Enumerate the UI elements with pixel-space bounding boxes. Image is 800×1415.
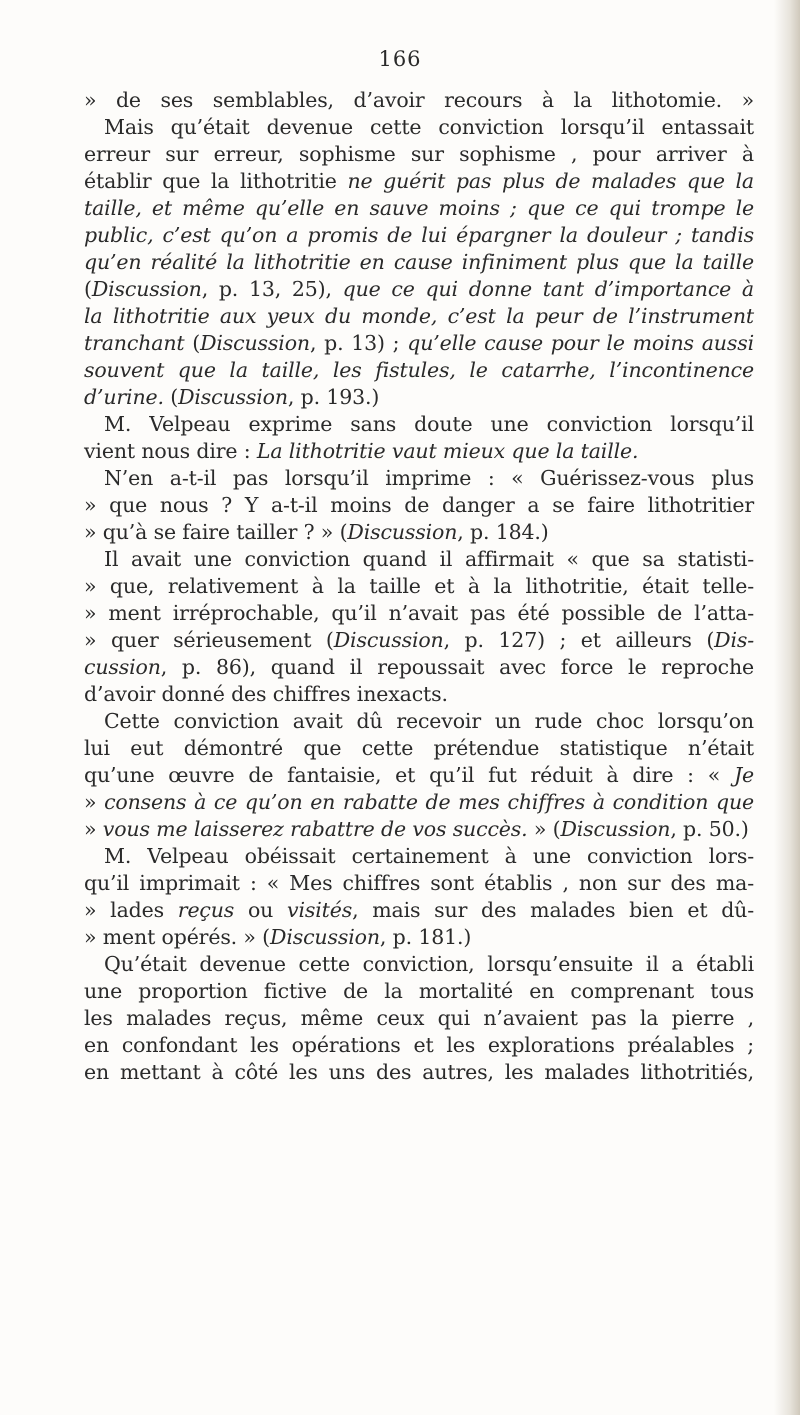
text-segment: » <box>84 790 105 814</box>
text-segment: Mais qu’était devenue cette conviction lorsqu’il entassait <box>104 115 754 139</box>
text-segment: , p. 193.) <box>287 385 380 409</box>
italic-text: Discussion <box>91 277 202 301</box>
italic-text: Dis- <box>714 628 755 652</box>
text-line <box>84 465 754 492</box>
text-segment: M. Velpeau exprime sans doute une conviction lorsqu’il <box>104 412 754 436</box>
text-line <box>84 924 754 951</box>
text-segment: qu’il imprimait : « Mes chiffres sont établis , non sur des ma- <box>84 871 754 895</box>
text-line <box>84 114 754 141</box>
text-segment: M. Velpeau obéissait certainement à une conviction lors- <box>104 844 754 868</box>
text-segment: établir que la lithotritie <box>84 169 348 193</box>
text-line <box>84 249 754 276</box>
text-segment: , p. 86), quand il repoussait avec force le reproche <box>160 655 754 679</box>
italic-text: Je <box>733 763 754 787</box>
text-line <box>84 222 754 249</box>
text-line <box>84 519 754 546</box>
italic-text: Discussion <box>347 520 458 544</box>
text-line <box>84 681 754 708</box>
text-segment: , p. 184.) <box>457 520 549 544</box>
text-segment: N’en a-t-il pas lorsqu’il imprime : « Guérissez-vous plus <box>104 466 754 490</box>
italic-text: Discussion <box>270 925 380 949</box>
text-segment: en mettant à côté les uns des autres, les malades lithotritiés, <box>84 1060 754 1084</box>
text-segment: ( <box>184 331 201 355</box>
body-text <box>84 87 754 1086</box>
text-line <box>84 87 754 114</box>
text-segment: une proportion fictive de la mortalité en comprenant tous <box>84 979 754 1003</box>
text-segment: qu’une œuvre de fantaisie, et qu’il fut réduit à dire : « <box>84 763 734 787</box>
italic-text: public, c’est qu’on a promis de lui épargner la douleur ; tandis <box>84 223 754 247</box>
text-line <box>84 276 754 303</box>
italic-text: Discussion <box>333 628 444 652</box>
text-line <box>84 600 754 627</box>
text-segment: ( <box>163 385 179 409</box>
text-line <box>84 708 754 735</box>
text-line <box>84 195 754 222</box>
text-segment: » ( <box>527 817 561 841</box>
text-segment: » que nous ? Y a-t-il moins de danger a se faire lithotritier <box>84 493 754 517</box>
text-line <box>84 384 754 411</box>
text-line <box>84 492 754 519</box>
text-line <box>84 951 754 978</box>
text-segment: , p. 181.) <box>379 925 472 949</box>
text-segment: ( <box>84 277 92 301</box>
italic-text: Discussion <box>178 385 288 409</box>
text-line <box>84 627 754 654</box>
text-segment: » qu’à se faire tailler ? » ( <box>84 520 348 544</box>
italic-text: taille, et même qu’elle en sauve moins ; que ce qui trompe le <box>84 196 754 220</box>
text-segment: » ment opérés. » ( <box>84 925 271 949</box>
text-segment: les malades reçus, même ceux qui n’avaient pas la pierre , <box>84 1006 754 1030</box>
text-line <box>84 735 754 762</box>
text-segment: Qu’était devenue cette conviction, lorsqu’ensuite il a établi <box>104 952 754 976</box>
text-line <box>84 141 754 168</box>
text-segment: , p. 50.) <box>670 817 749 841</box>
text-segment: » de ses semblables, d’avoir recours à la lithotomie. » <box>84 88 754 112</box>
text-line <box>84 1032 754 1059</box>
text-segment: » que, relativement à la taille et à la lithotritie, était telle- <box>84 574 754 598</box>
italic-text: ne guérit pas plus de malades que la <box>347 169 754 193</box>
page-edge-shadow <box>774 0 800 1415</box>
italic-text: que ce qui donne tant d’importance à <box>342 277 755 301</box>
text-line <box>84 303 754 330</box>
text-segment: , p. 13, 25), <box>201 277 343 301</box>
text-segment: lui eut démontré que cette prétendue statistique n’était <box>84 736 754 760</box>
text-line <box>84 411 754 438</box>
italic-text: Discussion <box>200 331 310 355</box>
italic-text: visités <box>287 898 353 922</box>
text-line <box>84 546 754 573</box>
italic-text: consens à ce qu’on en rabatte de mes chiffres à condition que <box>104 790 754 814</box>
italic-text: souvent que la taille, les fistules, le catarrhe, l’incontinence <box>84 358 754 382</box>
text-segment: erreur sur erreur, sophisme sur sophisme , pour arriver à <box>84 142 754 166</box>
text-line <box>84 654 754 681</box>
text-line <box>84 843 754 870</box>
text-line <box>84 330 754 357</box>
italic-text: Discussion <box>560 817 671 841</box>
text-line <box>84 1059 754 1086</box>
text-segment: Cette conviction avait dû recevoir un rude choc lorsqu’on <box>104 709 754 733</box>
text-segment: » quer sérieusement ( <box>84 628 334 652</box>
text-segment: Il avait une conviction quand il affirmait « que sa statisti- <box>104 547 754 571</box>
italic-text: vous me laisserez rabattre de vos succès. <box>102 817 528 841</box>
text-segment: en confondant les opérations et les explorations préalables ; <box>84 1033 754 1057</box>
text-segment: d’avoir donné des chiffres inexacts. <box>84 682 448 706</box>
text-segment: vient nous dire : <box>84 439 257 463</box>
text-line <box>84 573 754 600</box>
italic-text: d’urine. <box>84 385 164 409</box>
text-line <box>84 1005 754 1032</box>
text-segment: » lades <box>84 898 178 922</box>
text-line <box>84 816 754 843</box>
text-segment: » ment irréprochable, qu’il n’avait pas été possible de l’atta- <box>84 601 754 625</box>
page-number: 166 <box>378 47 422 71</box>
text-line <box>84 978 754 1005</box>
italic-text: tranchant <box>84 331 185 355</box>
text-line <box>84 357 754 384</box>
text-segment: , p. 13) ; <box>309 331 408 355</box>
italic-text: qu’elle cause pour le moins aussi <box>407 331 754 355</box>
italic-text: cussion <box>84 655 161 679</box>
text-line <box>84 789 754 816</box>
text-segment: , mais sur des malades bien et dû- <box>352 898 755 922</box>
italic-text: qu’en réalité la lithotritie en cause infiniment plus que la taille <box>84 250 754 274</box>
italic-text: La lithotritie vaut mieux que la taille. <box>256 439 639 463</box>
text-line <box>84 762 754 789</box>
text-segment: ou <box>234 898 288 922</box>
italic-text: reçus <box>177 898 235 922</box>
text-line <box>84 897 754 924</box>
text-line <box>84 168 754 195</box>
text-segment: » <box>84 817 103 841</box>
text-segment: , p. 127) ; et ailleurs ( <box>443 628 715 652</box>
text-line <box>84 870 754 897</box>
italic-text: la lithotritie aux yeux du monde, c’est la peur de l’instrument <box>84 304 754 328</box>
text-line <box>84 438 754 465</box>
